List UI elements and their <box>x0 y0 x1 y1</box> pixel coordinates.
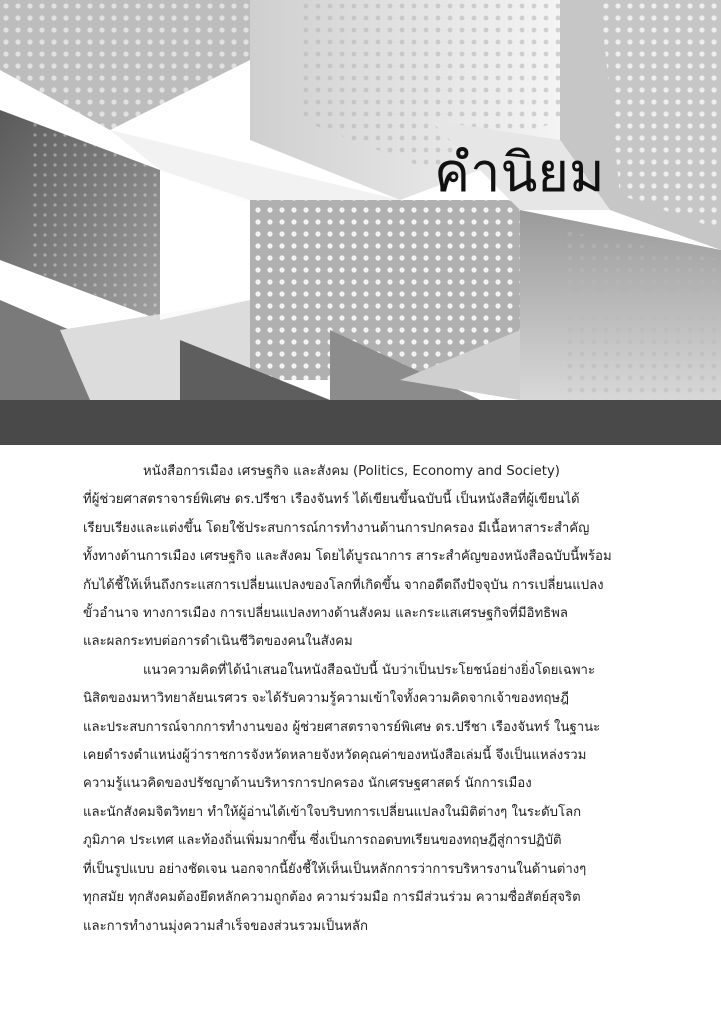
foreword-body <box>83 458 643 941</box>
text-line: และการทำงานมุ่งความสำเร็จของส่วนรวมเป็นหลัก <box>83 918 368 934</box>
text-line: ที่เป็นรูปแบบ อย่างชัดเจน นอกจากนี้ยังชี้ให้เห็นเป็นหลักการว่าการบริหารงานในด้านต่างๆ <box>83 861 587 877</box>
text-line: ขั้วอำนาจ ทางการเมือง การเปลี่ยนแปลงทางด้านสังคม และกระแสเศรษฐกิจที่มีอิทธิพล <box>83 606 568 622</box>
text-line: ทุกสมัย ทุกสังคมต้องยึดหลักความถูกต้อง ความร่วมมือ การมีส่วนร่วม ความซื่อสัตย์สุจริต <box>83 890 581 906</box>
text-line: เรียบเรียงและแต่งขึ้น โดยใช้ประสบการณ์การทำงานด้านการปกครอง มีเนื้อหาสาระสำคัญ <box>83 520 590 536</box>
text-line: กับได้ชี้ให้เห็นถึงกระแสการเปลี่ยนแปลงของโลกที่เกิดขึ้น จากอดีตถึงปัจจุบัน การเปลี่ยนแปลง <box>83 577 604 593</box>
paragraph-1 <box>83 458 643 657</box>
text-line: ภูมิภาค ประเทศ และท้องถิ่นเพิ่มมากขึ้น ซึ่งเป็นการถอดบทเรียนของทฤษฎีสู่การปฏิบัติ <box>83 833 562 849</box>
text-line: หนังสือการเมือง เศรษฐกิจ และสังคม (Politics, Economy and Society) <box>143 464 560 479</box>
text-line: ที่ผู้ช่วยศาสตราจารย์พิเศษ ดร.ปรีชา เรืองจันทร์ ได้เขียนขึ้นฉบับนี้ เป็นหนังสือที่ผู้เขียนได้ <box>83 492 580 508</box>
text-line: ความรู้แนวคิดของปรัชญาด้านบริหารการปกครอง นักเศรษฐศาสตร์ นักการเมือง <box>83 776 532 792</box>
geometric-shapes-art <box>0 0 721 445</box>
text-line: แนวความคิดที่ได้นำเสนอในหนังสือฉบับนี้ นับว่าเป็นประโยชน์อย่างยิ่งโดยเฉพาะ <box>143 662 596 678</box>
decorative-geometric-banner <box>0 0 721 445</box>
page-title: คำนิยม <box>434 141 605 204</box>
paragraph-2 <box>83 657 643 941</box>
text-line: และนักสังคมจิตวิทยา ทำให้ผู้อ่านได้เข้าใจบริบทการเปลี่ยนแปลงในมิติต่างๆ ในระดับโลก <box>83 804 582 820</box>
text-line: และผลกระทบต่อการดำเนินชีวิตของคนในสังคม <box>83 634 353 650</box>
text-line: นิสิตของมหาวิทยาลัยนเรศวร จะได้รับความรู้ความเข้าใจทั้งความคิดจากเจ้าของทฤษฎี <box>83 691 569 707</box>
text-line: ทั้งทางด้านการเมือง เศรษฐกิจ และสังคม โดยได้บูรณาการ สาระสำคัญของหนังสือฉบับนี้พร้อม <box>83 549 612 565</box>
text-line: เคยดำรงตำแหน่งผู้ว่าราชการจังหวัดหลายจังหวัดคุณค่าของหนังสือเล่มนี้ จึงเป็นแหล่งรวม <box>83 748 587 764</box>
header-divider-bar <box>0 400 721 445</box>
text-line: และประสบการณ์จากการทำงานของ ผู้ช่วยศาสตราจารย์พิเศษ ดร.ปรีชา เรืองจันทร์ ในฐานะ <box>83 719 601 735</box>
